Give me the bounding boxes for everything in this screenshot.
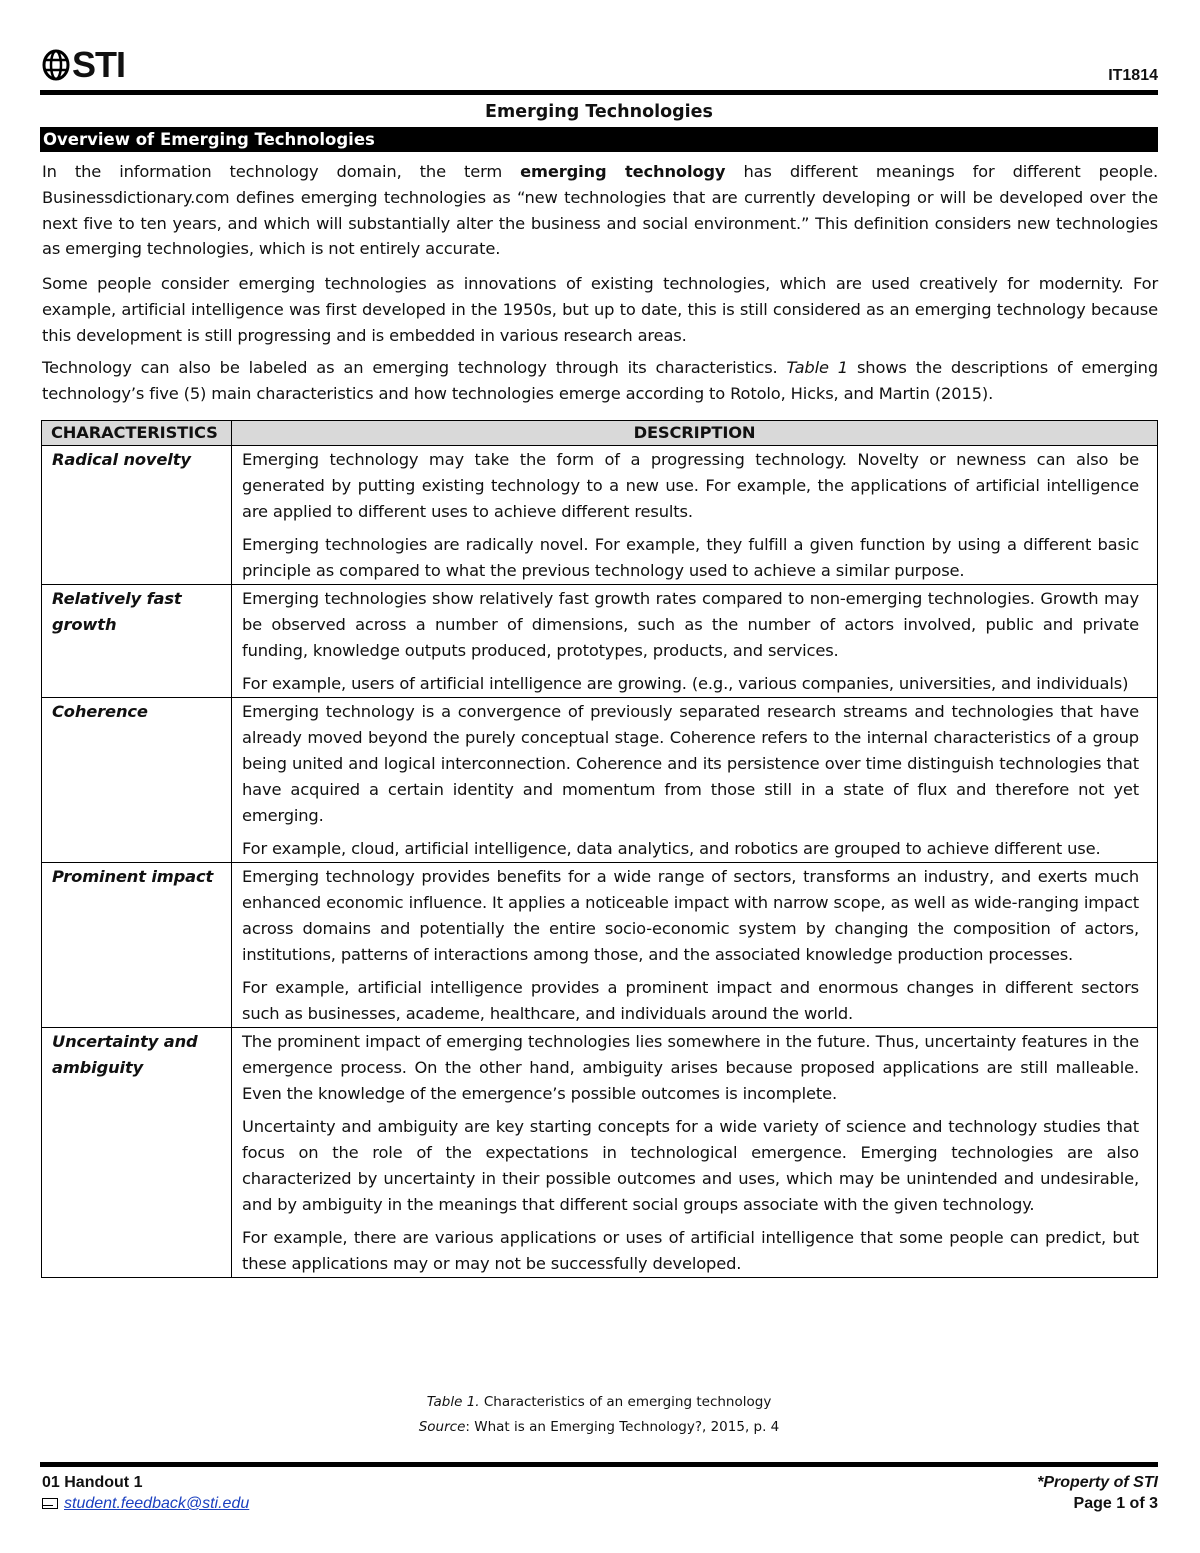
description-cell [232, 863, 1158, 1028]
characteristic-cell: Prominent impact [42, 863, 232, 1028]
characteristic-cell: Radical novelty [42, 446, 232, 585]
paragraph-characteristics [42, 355, 1158, 407]
description-paragraph: Emerging technologies are radically novel. For example, they fulfill a given function by using a different basic principle as compared to what the previous technology used to achieve a similar purpose. [242, 535, 1139, 580]
footer-left [42, 1472, 249, 1514]
table-header-row [42, 421, 1158, 446]
handout-label: 01 Handout 1 [42, 1474, 143, 1491]
table-reference: Table 1 [786, 358, 848, 377]
characteristic-cell: Coherence [42, 698, 232, 863]
description-paragraph: For example, there are various applications or uses of artificial intelligence that some people can predict, but these applications may or may not be successfully developed. [242, 1228, 1139, 1273]
sti-logo [42, 44, 125, 86]
description-cell [232, 698, 1158, 863]
header-rule [40, 90, 1158, 95]
footer-right [1037, 1472, 1158, 1514]
document-code: IT1814 [1108, 67, 1158, 84]
paragraph-intro [42, 159, 1158, 262]
section-heading: Overview of Emerging Technologies [40, 127, 1158, 152]
paragraph-innovations: Some people consider emerging technologies as innovations of existing technologies, which are used creatively for modernity. For example, artificial intelligence was first developed in the 1950s, but up to date, this is still considered as an emerging technology because this development is still progressing and is embedded in various research areas. [42, 274, 1158, 345]
description-cell [232, 1028, 1158, 1278]
caption-label: Table 1. [426, 1394, 480, 1410]
description-cell [232, 585, 1158, 698]
table-row [42, 585, 1158, 698]
table-row [42, 863, 1158, 1028]
table-row [42, 446, 1158, 585]
characteristic-cell: Uncertainty and ambiguity [42, 1028, 232, 1278]
paragraph-text: In the information technology domain, the term [42, 162, 521, 181]
description-paragraph: Uncertainty and ambiguity are key starting concepts for a wide variety of science and technology studies that focus on the role of the expectations in technological emergence. Emerging technologies are also characterized by uncertainty in their possible outcomes and uses, which may be unintended and undesirable, and by ambiguity in the meanings that different social groups associate with the given technology. [242, 1117, 1139, 1214]
page-title: Emerging Technologies [485, 102, 713, 122]
paragraph-text: shows the descriptions of emerging technology’s five (5) main characteristics and how technologies emerge according to Rotolo, Hicks, and Martin (2015). [42, 358, 1159, 403]
table-row [42, 1028, 1158, 1278]
description-cell [232, 446, 1158, 585]
column-header-characteristics: CHARACTERISTICS [42, 421, 232, 446]
source-label: Source [418, 1419, 466, 1435]
table-row [42, 698, 1158, 863]
page-number: Page 1 of 3 [1073, 1495, 1158, 1512]
caption-text: Characteristics of an emerging technology [479, 1394, 772, 1410]
envelope-icon [42, 1498, 58, 1509]
table-source [40, 1419, 1158, 1435]
column-header-description: DESCRIPTION [232, 421, 1158, 446]
feedback-email-link[interactable]: student.feedback@sti.edu [64, 1495, 250, 1512]
footer-rule [40, 1462, 1158, 1467]
description-paragraph: Emerging technology is a convergence of previously separated research streams and technologies that have already moved beyond the purely conceptual stage. Coherence refers to the internal characteristics of a group being united and logical interconnection. Coherence and its persistence over time distinguish technologies that have acquired a certain identity and momentum from those still in a state of flux and therefore not yet emerging. [242, 702, 1139, 825]
paragraph-bold-term: emerging technology [520, 162, 726, 181]
paragraph-text: has different meanings for different people. Businessdictionary.com defines emerging technologies as “new technologies that are currently developing or will be developed over the next five to ten years, and which will substantially alter the business and social environment.” This definition considers new technologies as emerging technologies, which is not entirely accurate. [42, 162, 1158, 259]
description-paragraph: Emerging technology may take the form of a progressing technology. Novelty or newness can also be generated by putting existing technology to a new use. For example, the applications of artificial intelligence are applied to different uses to achieve different results. [242, 450, 1139, 521]
logo-text: STI [72, 44, 126, 85]
description-paragraph: For example, cloud, artificial intelligence, data analytics, and robotics are grouped to achieve different use. [242, 839, 1101, 858]
description-paragraph: Emerging technologies show relatively fast growth rates compared to non-emerging technologies. Growth may be observed across a number of dimensions, such as the number of actors involved, public and private funding, knowledge outputs produced, prototypes, products, and services. [242, 589, 1139, 660]
property-label: *Property of STI [1037, 1474, 1158, 1491]
description-paragraph: For example, users of artificial intelligence are growing. (e.g., various companies, universities, and individuals) [242, 674, 1129, 693]
paragraph-text: Technology can also be labeled as an emerging technology through its characteristics. [42, 358, 787, 377]
globe-icon [42, 48, 70, 82]
description-paragraph: For example, artificial intelligence provides a prominent impact and enormous changes in different sectors such as businesses, academe, healthcare, and individuals around the world. [242, 978, 1139, 1023]
source-text: : What is an Emerging Technology?, 2015, p. 4 [465, 1419, 780, 1435]
characteristics-table [41, 420, 1158, 1278]
description-paragraph: The prominent impact of emerging technologies lies somewhere in the future. Thus, uncertainty features in the emergence process. On the other hand, ambiguity arises because proposed applications are still malleable. Even the knowledge of the emergence’s possible outcomes is incomplete. [242, 1032, 1139, 1103]
table-caption [40, 1394, 1158, 1410]
description-paragraph: Emerging technology provides benefits for a wide range of sectors, transforms an industry, and exerts much enhanced economic influence. It applies a noticeable impact with narrow scope, as well as wide-ranging impact across domains and potentially the entire socio-economic system by changing the composition of actors, institutions, patterns of interactions among those, and the associated knowledge production processes. [242, 867, 1139, 964]
characteristic-cell: Relatively fast growth [42, 585, 232, 698]
